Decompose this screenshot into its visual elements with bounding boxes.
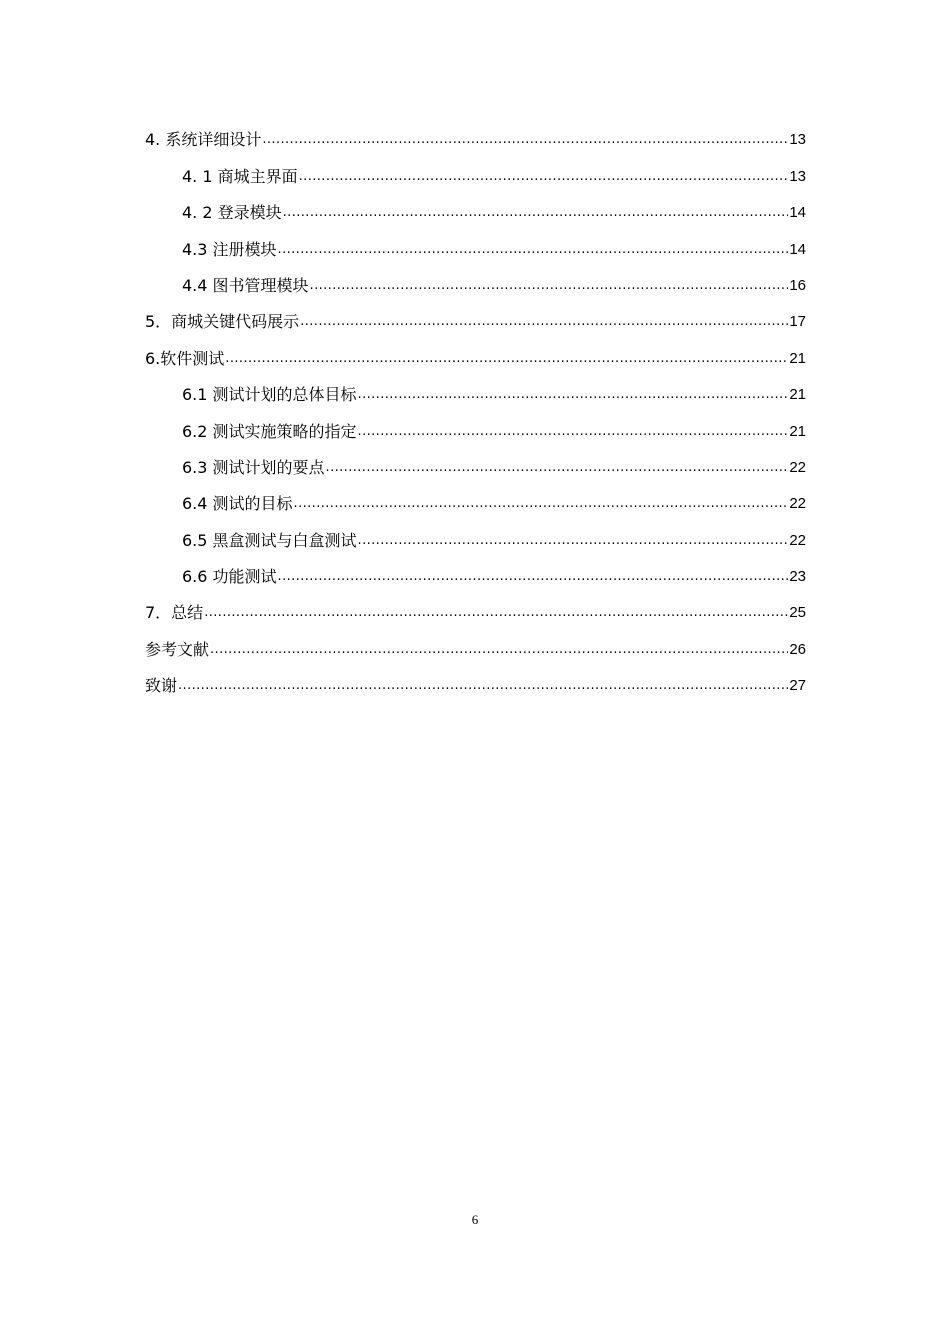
toc-entry[interactable] xyxy=(145,150,806,186)
table-of-contents xyxy=(145,114,806,696)
toc-entry-page: 22 xyxy=(789,458,806,476)
toc-entry-page: 25 xyxy=(789,604,806,622)
toc-entry-page: 27 xyxy=(789,677,806,695)
toc-entry-page: 22 xyxy=(789,495,806,513)
toc-leader-dots xyxy=(283,203,789,223)
toc-entry[interactable] xyxy=(145,369,806,405)
toc-entry-title: 4. 系统详细设计 xyxy=(145,130,262,150)
toc-entry[interactable] xyxy=(145,332,806,368)
toc-leader-dots xyxy=(358,385,789,405)
toc-entry-page: 21 xyxy=(789,422,806,440)
toc-leader-dots xyxy=(310,276,789,296)
toc-entry-title: 6.软件测试 xyxy=(145,348,225,368)
toc-entry-title: 4. 1 商城主界面 xyxy=(182,166,298,186)
toc-entry[interactable] xyxy=(145,187,806,223)
toc-entry[interactable] xyxy=(145,223,806,259)
toc-entry-page: 17 xyxy=(789,313,806,331)
toc-leader-dots xyxy=(204,603,788,623)
toc-entry[interactable] xyxy=(145,405,806,441)
toc-leader-dots xyxy=(278,240,789,260)
toc-leader-dots xyxy=(210,640,788,660)
toc-entry[interactable] xyxy=(145,660,806,696)
toc-entry-page: 13 xyxy=(789,131,806,149)
toc-entry-page: 23 xyxy=(789,568,806,586)
toc-entry-title: 7．总结 xyxy=(145,603,204,623)
toc-entry-page: 13 xyxy=(789,167,806,185)
toc-entry-page: 14 xyxy=(789,204,806,222)
toc-leader-dots xyxy=(262,130,788,150)
toc-entry-page: 26 xyxy=(789,640,806,658)
toc-entry[interactable] xyxy=(145,442,806,478)
toc-leader-dots xyxy=(178,676,788,696)
toc-entry-title: 4.4 图书管理模块 xyxy=(182,275,309,295)
toc-leader-dots xyxy=(358,531,789,551)
toc-entry-page: 16 xyxy=(789,276,806,294)
toc-leader-dots xyxy=(278,567,789,587)
toc-leader-dots xyxy=(225,349,788,369)
toc-entry[interactable] xyxy=(145,514,806,550)
toc-leader-dots xyxy=(294,494,789,514)
toc-leader-dots xyxy=(358,422,789,442)
toc-entry-title: 4. 2 登录模块 xyxy=(182,203,282,223)
toc-entry-page: 21 xyxy=(789,349,806,367)
toc-entry-title: 6.3 测试计划的要点 xyxy=(182,457,325,477)
toc-leader-dots xyxy=(300,312,788,332)
page-number: 6 xyxy=(471,1212,479,1227)
toc-entry-title: 6.2 测试实施策略的指定 xyxy=(182,421,357,441)
toc-entry-title: 5．商城关键代码展示 xyxy=(145,312,300,332)
toc-entry-title: 6.1 测试计划的总体目标 xyxy=(182,385,357,405)
toc-leader-dots xyxy=(326,458,789,478)
toc-entry[interactable] xyxy=(145,587,806,623)
toc-entry-title: 6.5 黑盒测试与白盒测试 xyxy=(182,530,357,550)
toc-entry-page: 22 xyxy=(789,531,806,549)
toc-entry-page: 14 xyxy=(789,240,806,258)
toc-entry-title: 6.4 测试的目标 xyxy=(182,494,293,514)
toc-entry-page: 21 xyxy=(789,386,806,404)
toc-entry[interactable] xyxy=(145,260,806,296)
toc-entry[interactable] xyxy=(145,551,806,587)
toc-entry-title: 6.6 功能测试 xyxy=(182,567,277,587)
toc-leader-dots xyxy=(299,167,789,187)
toc-entry[interactable] xyxy=(145,623,806,659)
toc-entry[interactable] xyxy=(145,478,806,514)
toc-entry-title: 4.3 注册模块 xyxy=(182,239,277,259)
toc-entry[interactable] xyxy=(145,296,806,332)
toc-entry-title: 参考文献 xyxy=(145,639,210,659)
toc-entry[interactable] xyxy=(145,114,806,150)
toc-entry-title: 致谢 xyxy=(145,676,178,696)
